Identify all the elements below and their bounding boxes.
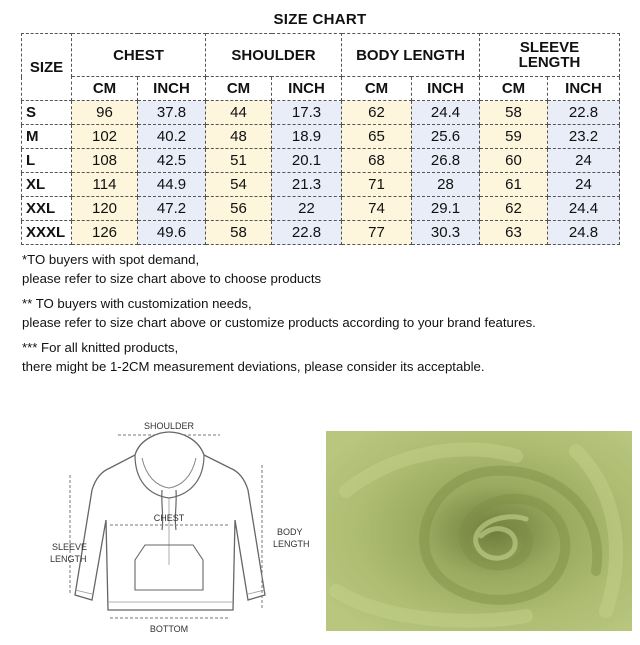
note-knitted-deviation: *** For all knitted products, there might be 1-2CM measurement deviations, please consider its acceptable. xyxy=(22,340,485,374)
label-sleeve-length-2: LENGTH xyxy=(50,554,87,564)
size-label: M xyxy=(22,125,72,149)
table-cell: 102 xyxy=(72,125,138,149)
notes xyxy=(22,250,622,382)
table-cell: 47.2 xyxy=(138,197,206,221)
label-body-length-2: LENGTH xyxy=(273,539,310,549)
unit-header-inch: INCH xyxy=(138,77,206,101)
label-bottom: BOTTOM xyxy=(149,624,189,634)
hoodie-measurement-diagram xyxy=(30,410,320,640)
table-cell: 56 xyxy=(206,197,272,221)
table-cell: 71 xyxy=(342,173,412,197)
table-row xyxy=(22,197,620,221)
table-cell: 24.8 xyxy=(548,221,620,245)
unit-header-inch: INCH xyxy=(412,77,480,101)
table-cell: 22.8 xyxy=(548,101,620,125)
table-cell: 18.9 xyxy=(272,125,342,149)
unit-header-cm: CM xyxy=(206,77,272,101)
table-cell: 68 xyxy=(342,149,412,173)
unit-header-inch: INCH xyxy=(548,77,620,101)
table-cell: 61 xyxy=(480,173,548,197)
label-sleeve-length: SLEEVE xyxy=(52,542,88,552)
table-cell: 23.2 xyxy=(548,125,620,149)
table-cell: 65 xyxy=(342,125,412,149)
page-title: SIZE CHART xyxy=(273,11,367,28)
table-cell: 44 xyxy=(206,101,272,125)
table-cell: 51 xyxy=(206,149,272,173)
table-cell: 58 xyxy=(206,221,272,245)
table-cell: 126 xyxy=(72,221,138,245)
table-row xyxy=(22,149,620,173)
table-cell: 24 xyxy=(548,173,620,197)
table-row xyxy=(22,125,620,149)
note-customization: ** TO buyers with customization needs, please refer to size chart above or customize products according to your brand features. xyxy=(22,296,536,330)
table-row xyxy=(22,173,620,197)
table-cell: 48 xyxy=(206,125,272,149)
table-cell: 22 xyxy=(272,197,342,221)
unit-header-cm: CM xyxy=(72,77,138,101)
table-cell: 30.3 xyxy=(412,221,480,245)
table-cell: 77 xyxy=(342,221,412,245)
table-cell: 25.6 xyxy=(412,125,480,149)
table-cell: 24 xyxy=(548,149,620,173)
size-label: XL xyxy=(22,173,72,197)
table-cell: 96 xyxy=(72,101,138,125)
table-cell: 29.1 xyxy=(412,197,480,221)
size-label: S xyxy=(22,101,72,125)
body-length-header: BODY LENGTH xyxy=(342,34,480,77)
unit-header-inch: INCH xyxy=(272,77,342,101)
table-cell: 58 xyxy=(480,101,548,125)
table-cell: 37.8 xyxy=(138,101,206,125)
unit-header-cm: CM xyxy=(480,77,548,101)
size-label: XXL xyxy=(22,197,72,221)
size-label: L xyxy=(22,149,72,173)
fabric-swatch-image xyxy=(326,431,632,631)
table-cell: 62 xyxy=(480,197,548,221)
table-cell: 120 xyxy=(72,197,138,221)
table-cell: 62 xyxy=(342,101,412,125)
table-cell: 63 xyxy=(480,221,548,245)
table-cell: 49.6 xyxy=(138,221,206,245)
table-cell: 21.3 xyxy=(272,173,342,197)
table-cell: 20.1 xyxy=(272,149,342,173)
table-cell: 42.5 xyxy=(138,149,206,173)
table-cell: 26.8 xyxy=(412,149,480,173)
label-body-length: BODY xyxy=(277,527,303,537)
table-cell: 54 xyxy=(206,173,272,197)
table-cell: 59 xyxy=(480,125,548,149)
table-cell: 74 xyxy=(342,197,412,221)
label-chest: CHEST xyxy=(153,513,185,523)
hoodie-icon xyxy=(30,410,320,640)
table-cell: 60 xyxy=(480,149,548,173)
table-cell: 40.2 xyxy=(138,125,206,149)
table-cell: 28 xyxy=(412,173,480,197)
table-cell: 24.4 xyxy=(548,197,620,221)
shoulder-header: SHOULDER xyxy=(206,34,342,77)
table-row xyxy=(22,101,620,125)
chest-header: CHEST xyxy=(72,34,206,77)
table-cell: 114 xyxy=(72,173,138,197)
table-cell: 22.8 xyxy=(272,221,342,245)
table-row xyxy=(22,221,620,245)
sleeve-length-header: SLEEVE LENGTH xyxy=(480,34,620,77)
table-cell: 24.4 xyxy=(412,101,480,125)
size-header: SIZE xyxy=(22,34,72,101)
size-label: XXXL xyxy=(22,221,72,245)
table-cell: 44.9 xyxy=(138,173,206,197)
size-chart-table xyxy=(21,33,620,245)
table-cell: 108 xyxy=(72,149,138,173)
label-shoulder: SHOULDER xyxy=(143,421,195,431)
unit-header-cm: CM xyxy=(342,77,412,101)
note-spot-demand: *TO buyers with spot demand, please refer to size chart above to choose products xyxy=(22,252,322,286)
table-cell: 17.3 xyxy=(272,101,342,125)
